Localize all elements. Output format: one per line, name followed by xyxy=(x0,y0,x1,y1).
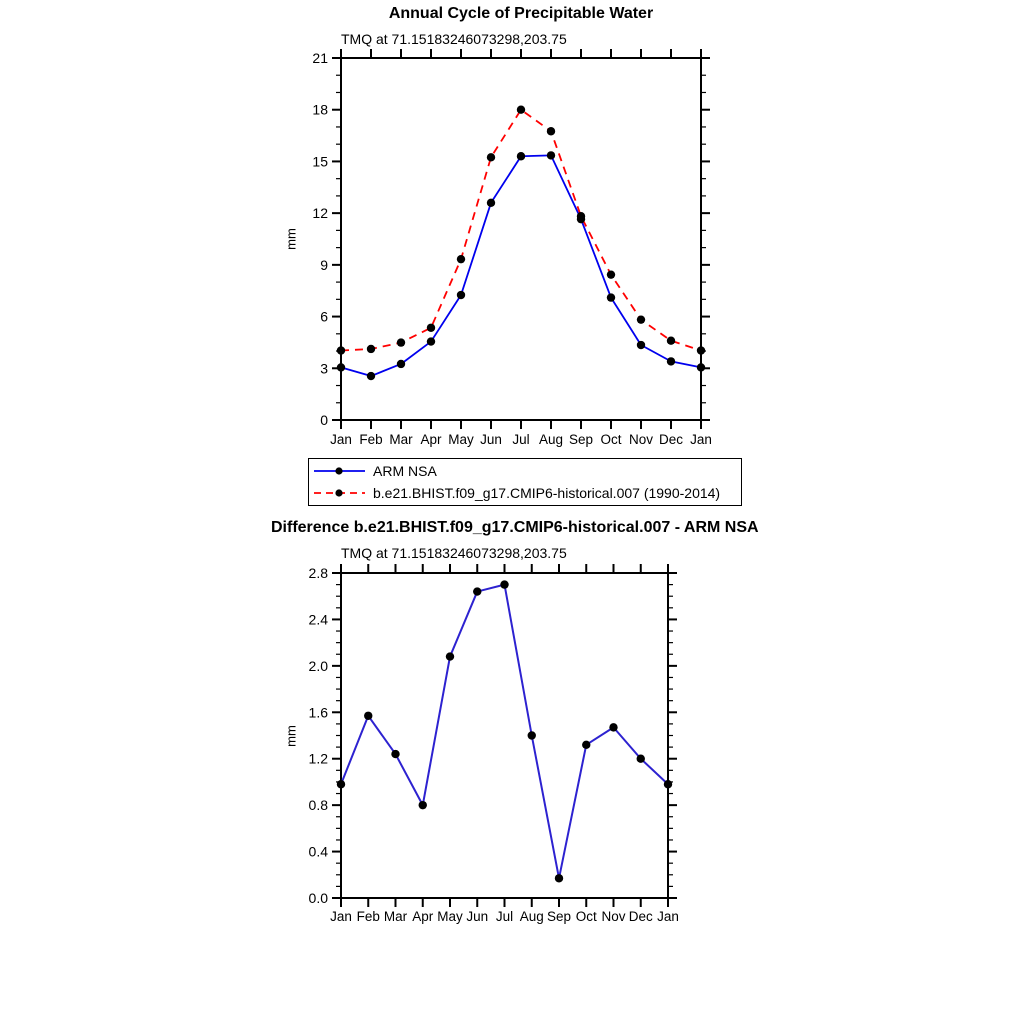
difference-x-tick-label: Apr xyxy=(412,909,434,924)
annual-cycle-x-tick-label: Nov xyxy=(628,432,654,447)
difference-chart-subtitle: TMQ at 71.15183246073298,203.75 xyxy=(341,545,567,561)
legend xyxy=(308,458,742,506)
difference-x-tick-label: Aug xyxy=(519,909,544,924)
difference-x-tick-label: Dec xyxy=(628,909,653,924)
difference-plot-frame xyxy=(341,573,668,898)
difference-series-0-line xyxy=(341,585,668,879)
annual-cycle-x-tick-label: Jul xyxy=(512,432,530,447)
annual-cycle-x-tick-label: Aug xyxy=(538,432,564,447)
legend-label-arm-nsa: ARM NSA xyxy=(373,463,437,479)
annual-cycle-chart-title: Annual Cycle of Precipitable Water xyxy=(388,5,654,22)
annual-cycle-series-0-line xyxy=(341,155,701,376)
difference-x-tick-label: Jul xyxy=(495,909,514,924)
annual-cycle-x-tick-label: Jun xyxy=(480,432,502,447)
difference-y-tick-label: 0.8 xyxy=(308,797,328,814)
annual-cycle-x-tick-label: Jan xyxy=(330,432,352,447)
annual-cycle-y-tick-label: 9 xyxy=(320,256,328,273)
annual-cycle-y-tick-label: 15 xyxy=(312,153,328,170)
annual-cycle-x-tick-label: Mar xyxy=(389,432,413,447)
difference-y-tick-label: 2.4 xyxy=(308,611,328,628)
difference-y-tick-label: 1.2 xyxy=(308,750,328,767)
difference-series-0-markers xyxy=(337,580,672,882)
difference-x-tick-label: Sep xyxy=(546,909,572,924)
annual-cycle-x-tick-label: Dec xyxy=(658,432,684,447)
difference-x-tick-label: Nov xyxy=(601,909,626,924)
annual-cycle-y-tick-label: 6 xyxy=(320,308,328,325)
difference-x-tick-label: Jun xyxy=(466,909,489,924)
difference-y-tick-label: 2.0 xyxy=(308,657,328,674)
legend-label-model-run: b.e21.BHIST.f09_g17.CMIP6-historical.007 (1990-2014) xyxy=(373,485,721,501)
difference-x-tick-label: Jan xyxy=(330,909,352,924)
annual-cycle-y-tick-label: 3 xyxy=(320,360,328,377)
difference-x-tick-label: May xyxy=(437,909,463,924)
annual-cycle-x-tick-label: Feb xyxy=(359,432,383,447)
annual-cycle-y-tick-label: 12 xyxy=(312,205,328,222)
difference-y-tick-label: 0.4 xyxy=(308,843,328,860)
annual-cycle-series-0-markers xyxy=(337,151,705,380)
difference-y-tick-label: 0.0 xyxy=(308,890,328,906)
legend-line-sample-red-dashed-icon xyxy=(312,485,368,501)
annual-cycle-x-tick-label: May xyxy=(448,432,474,447)
annual-cycle-plot xyxy=(312,49,711,447)
annual-cycle-chart-subtitle: TMQ at 71.15183246073298,203.75 xyxy=(341,31,567,47)
annual-cycle-x-tick-label: Oct xyxy=(600,432,622,447)
difference-y-tick-label: 2.8 xyxy=(308,565,328,581)
annual-cycle-x-tick-label: Sep xyxy=(568,432,594,447)
annual-cycle-y-tick-label: 0 xyxy=(320,412,328,428)
difference-x-tick-label: Jan xyxy=(657,909,679,924)
annual-cycle-series-1-markers xyxy=(337,106,705,355)
annual-cycle-y-axis-label: mm xyxy=(283,228,299,250)
annual-cycle-y-tick-label: 18 xyxy=(312,101,328,118)
annual-cycle-x-tick-label: Jan xyxy=(690,432,712,447)
difference-x-tick-label: Mar xyxy=(383,909,408,924)
difference-y-tick-label: 1.6 xyxy=(308,704,328,721)
annual-cycle-x-tick-label: Apr xyxy=(420,432,442,447)
difference-chart-title: Difference b.e21.BHIST.f09_g17.CMIP6-historical.007 - ARM NSA xyxy=(271,519,759,536)
annual-cycle-series-1-line xyxy=(341,110,701,351)
legend-line-sample-blue-solid-icon xyxy=(312,463,368,479)
annual-cycle-y-tick-label: 21 xyxy=(312,50,328,66)
difference-x-tick-label: Feb xyxy=(356,909,380,924)
legend-item-model-run xyxy=(312,483,741,503)
difference-plot xyxy=(309,564,679,924)
difference-x-tick-label: Oct xyxy=(575,909,597,924)
difference-chart-y-axis-label: mm xyxy=(283,725,299,747)
legend-item-arm-nsa xyxy=(312,461,741,481)
